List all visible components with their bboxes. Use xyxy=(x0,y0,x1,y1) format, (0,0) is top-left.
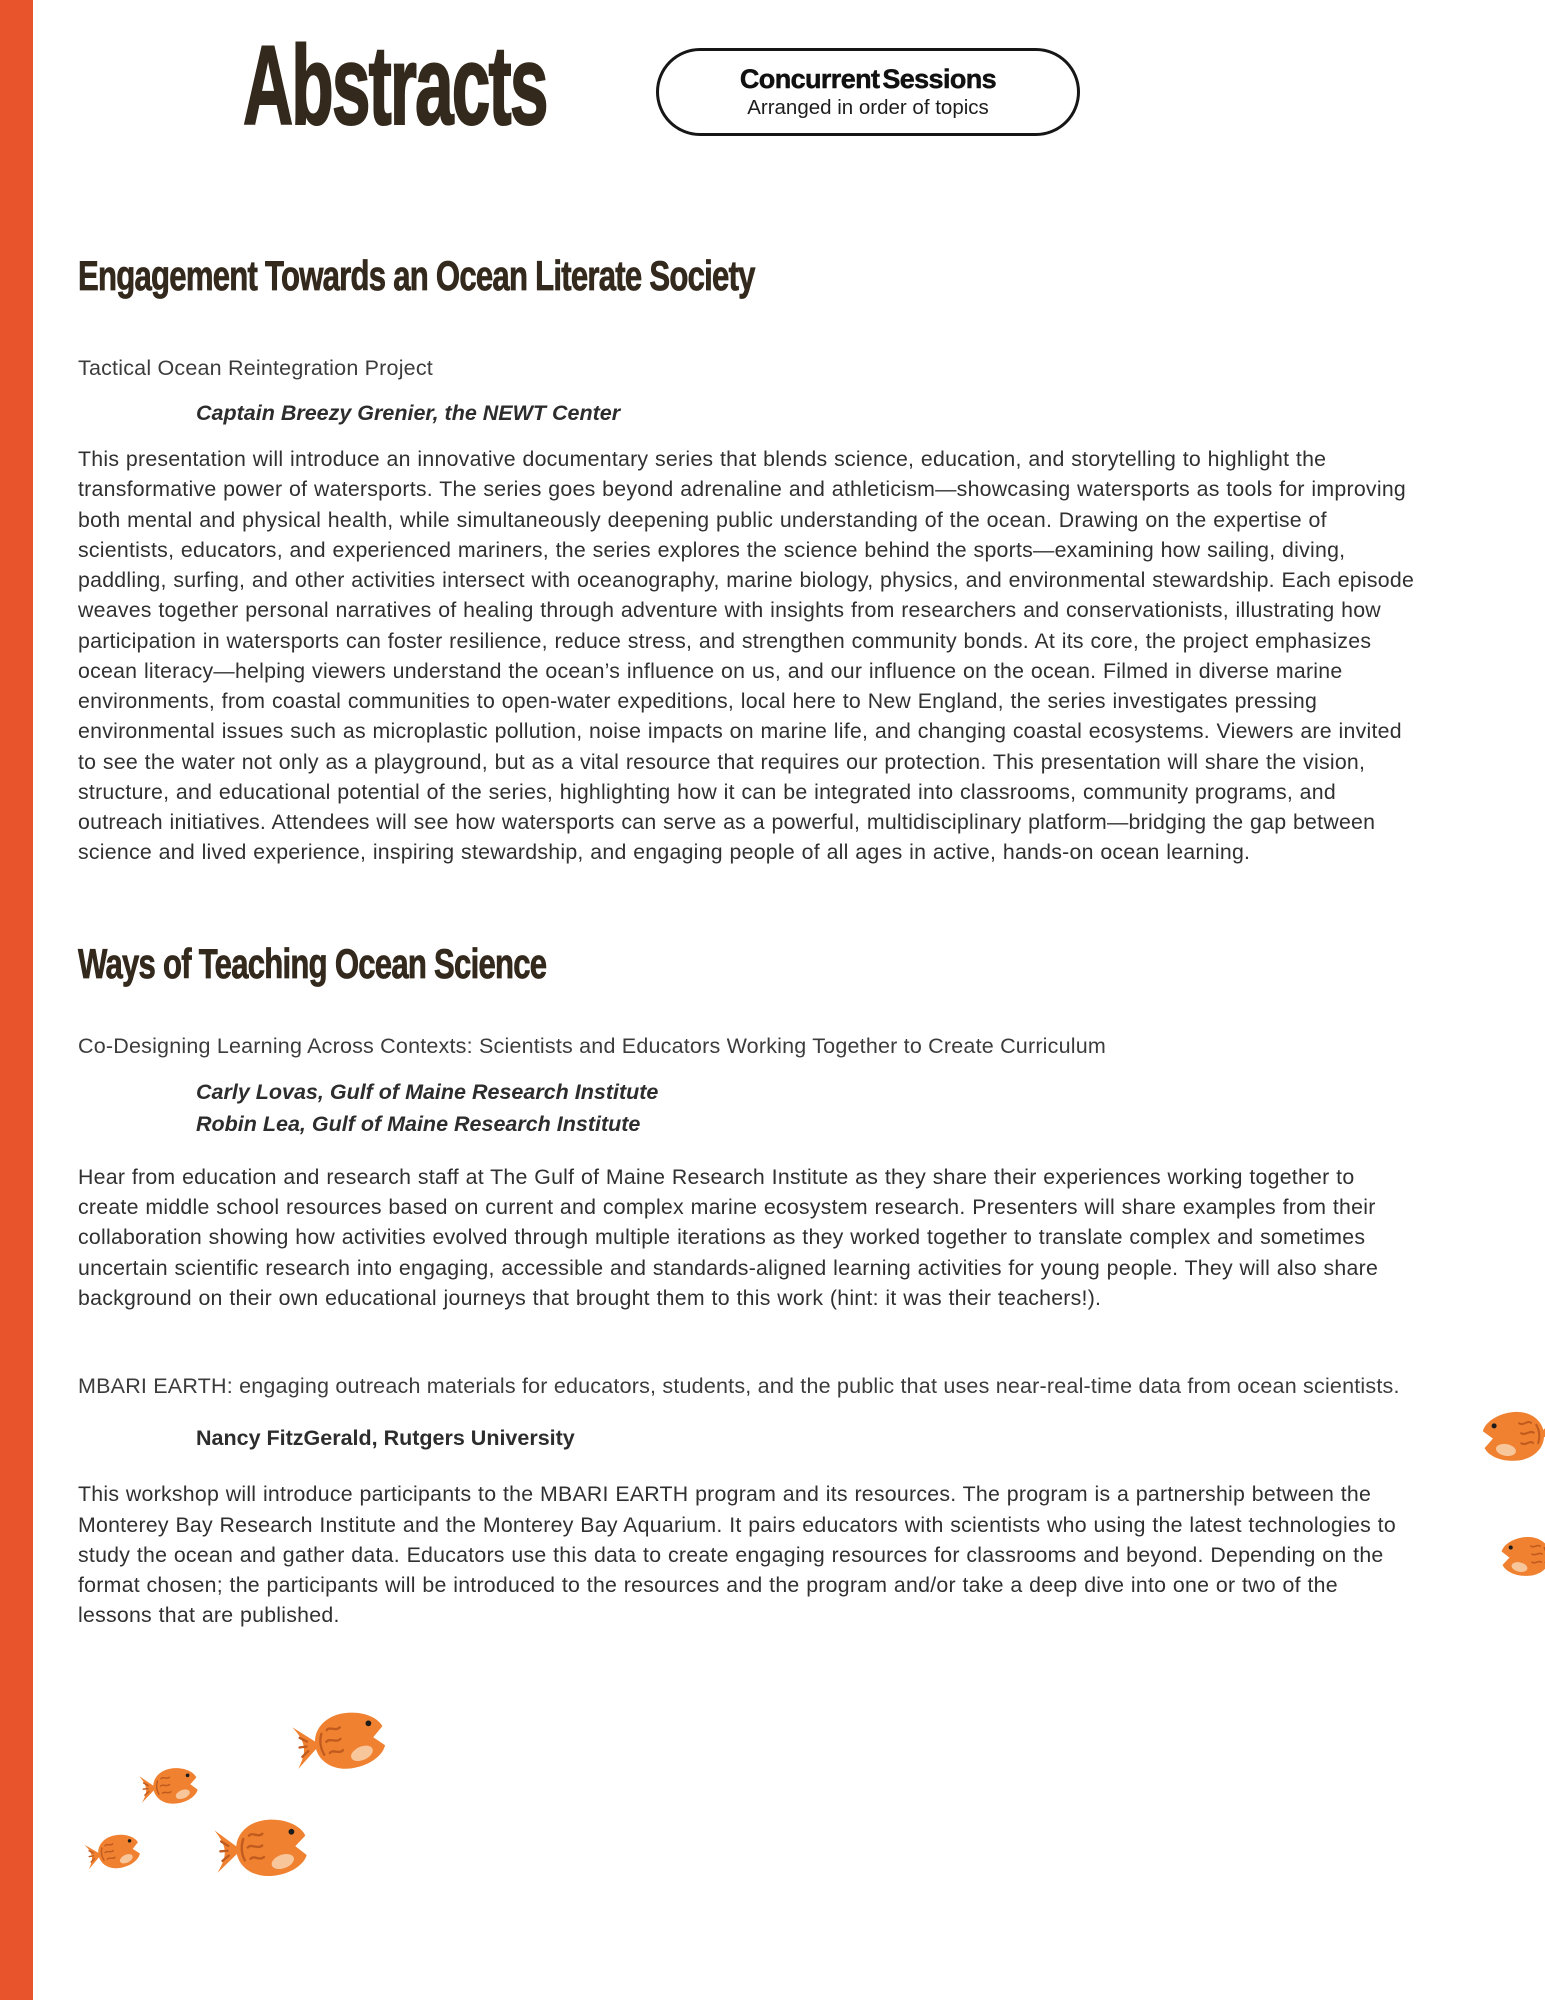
section-heading-engagement: Engagement Towards an Ocean Literate Society xyxy=(78,252,755,299)
section-heading-ways-of-teaching: Ways of Teaching Ocean Science xyxy=(78,939,547,987)
talk-abstract: Hear from education and research staff at The Gulf of Maine Research Institute as they share their experiences working together to create middle school resources based on current and complex marine ecosystem research. Presenters will share examples from their collaboration showing how activities evolved through multiple iterations as they worked together to translate complex and sometimes uncertain scientific research into engaging, accessible and standards-aligned learning activities for young people. They will also share background on their own educational journeys that brought them to this work (hint: it was their teachers!). xyxy=(78,1165,1379,1310)
abstracts-content xyxy=(0,252,1545,1631)
fish-icon xyxy=(81,1825,145,1879)
talk-title: Tactical Ocean Reintegration Project xyxy=(78,356,433,381)
talk-abstract: This workshop will introduce participants to the MBARI EARTH program and its resources. The program is a partnership between the Monterey Bay Research Institute and the Monterey Bay Aquarium. It pairs educators with scientists who using the latest technologies to study the ocean and gather data. Educators use this data to create engaging resources for classrooms and beyond. Depending on the format chosen; the participants will be introduced to the resources and the program and/or take a deep dive into one or two of the lessons that are published. xyxy=(78,1482,1396,1628)
badge-title: Concurrent Sessions xyxy=(739,63,997,94)
talk-author: Nancy FitzGerald, Rutgers University xyxy=(196,1426,575,1451)
talk-author: Captain Breezy Grenier, the NEWT Center xyxy=(196,400,621,425)
section-engagement xyxy=(78,252,1417,868)
talk-author: Carly Lovas, Gulf of Maine Research Institute xyxy=(196,1079,659,1104)
talk-abstract: This presentation will introduce an innovative documentary series that blends science, education, and storytelling to highlight the transformative power of watersports. The series goes beyond adrenaline and athleticism—showcasing watersports as tools for improving both mental and physical health, while simultaneously deepening public understanding of the ocean. Drawing on the expertise of scientists, educators, and experienced mariners, the series explores the science behind the sports—examining how sailing, diving, paddling, surfing, and other activities intersect with oceanography, marine biology, physics, and environmental stewardship. Each episode weaves together personal narratives of healing through adventure with insights from researchers and conservationists, illustrating how participation in watersports can foster resilience, reduce stress, and strengthen community bonds. At its core, the project emphasizes ocean literacy—helping viewers understand the ocean’s influence on us, and our influence on the ocean. Filmed in diverse marine environments, from coastal communities to open-water expeditions, local here to New England, the series investigates pressing environmental issues such as microplastic pollution, noise impacts on marine life, and changing coastal ecosystems. Viewers are invited to see the water not only as a playground, but as a vital resource that requires our protection. This presentation will share the vision, structure, and educational potential of the series, highlighting how it can be integrated into classrooms, community programs, and outreach initiatives. Attendees will see how watersports can serve as a powerful, multidisciplinary platform—bridging the gap between science and lived experience, inspiring stewardship, and engaging people of all ages in active, hands-on ocean learning. xyxy=(78,447,1415,865)
section-ways-of-teaching xyxy=(78,940,1417,1631)
fish-icon xyxy=(287,1704,391,1781)
concurrent-sessions-badge xyxy=(656,48,1080,136)
badge-subtitle: Arranged in order of topics xyxy=(747,95,989,119)
fish-icon xyxy=(136,1763,201,1810)
talk-tactical-ocean xyxy=(78,353,1417,867)
talk-co-designing xyxy=(78,1031,1417,1314)
talk-author: Robin Lea, Gulf of Maine Research Institute xyxy=(196,1111,641,1136)
talk-title: Co-Designing Learning Across Contexts: Scientists and Educators Working Together to Create Curriculum xyxy=(78,1033,1107,1058)
fish-icon xyxy=(210,1813,311,1885)
talk-author-list xyxy=(78,1076,1417,1141)
page-title: Abstracts xyxy=(243,23,547,148)
talk-title: MBARI EARTH: engaging outreach materials for educators, students, and the public that uses near-real-time data from ocean scientists. xyxy=(78,1374,1400,1399)
talk-mbari-earth xyxy=(78,1371,1417,1630)
page-header xyxy=(0,0,1545,196)
left-accent-bar xyxy=(0,0,33,2000)
